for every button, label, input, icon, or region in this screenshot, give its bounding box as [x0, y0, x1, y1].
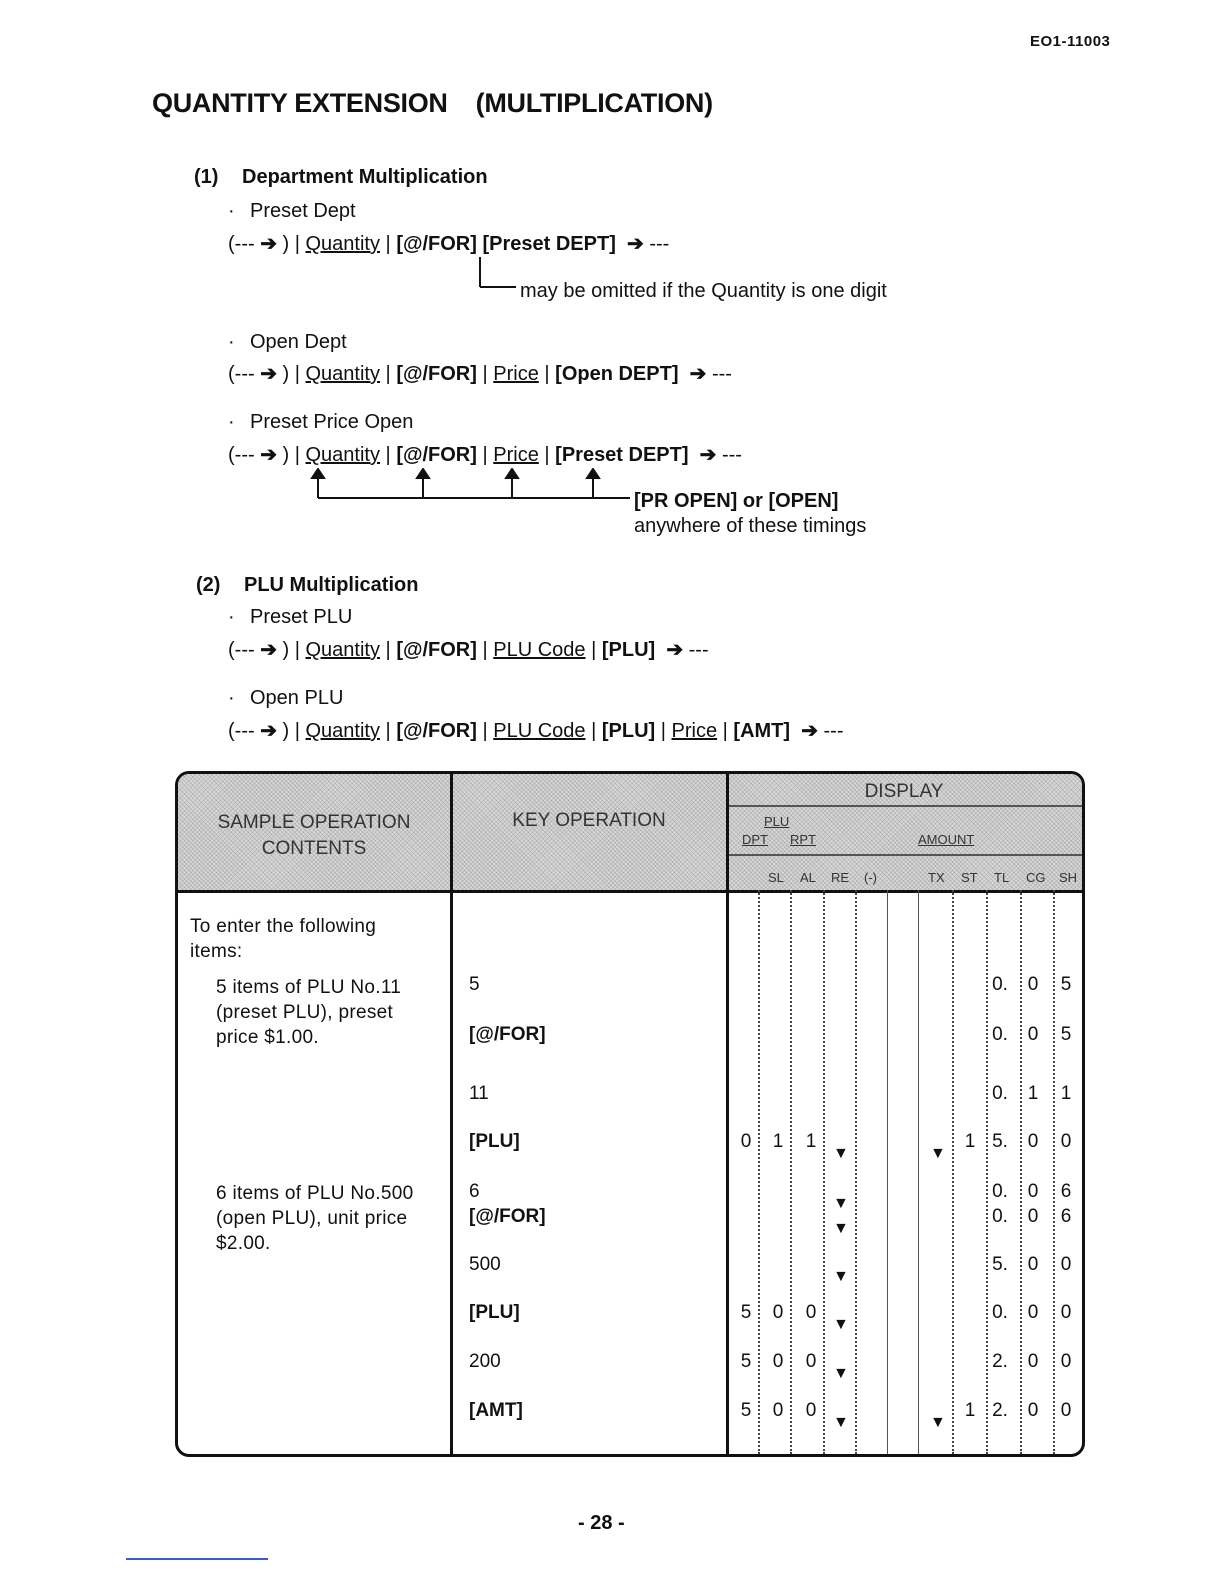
amount-digit: 0 [1027, 974, 1039, 995]
status-marker-icon: ▼ [930, 1414, 946, 1431]
amount-digit: 5. [992, 1131, 1008, 1152]
open-plu-sequence: (--- ➔ ) | Quantity | [@/FOR] | PLU Code | [PLU] | Price | [AMT] ➔ --- [228, 720, 844, 742]
sample-operation-table [175, 771, 1085, 1457]
key-operation-cell: 5 [469, 974, 480, 995]
preset-dept-sequence: (--- ➔ ) | Quantity | [@/FOR] [Preset DEPT] ➔ --- [228, 233, 670, 255]
preset-plu-sequence: (--- ➔ ) | Quantity | [@/FOR] | PLU Code | [PLU] ➔ --- [228, 639, 709, 661]
page-number: - 28 - [578, 1512, 625, 1534]
plu-digit: 0 [805, 1400, 817, 1421]
status-marker-icon: ▼ [833, 1195, 849, 1212]
plu-digit: 0 [805, 1302, 817, 1323]
arrow-icon: ➔ [260, 363, 277, 385]
status-marker-icon: ▼ [833, 1268, 849, 1285]
title-paren: (MULTIPLICATION) [475, 88, 713, 118]
amount-digit: 0. [992, 1302, 1008, 1323]
key-operation-cell: [@/FOR] [469, 1206, 546, 1227]
amount-digit: 2. [992, 1351, 1008, 1372]
display-column-guide [758, 890, 760, 1454]
arrow-icon: ➔ [260, 233, 277, 255]
amount-digit: 6 [1060, 1181, 1072, 1202]
arrow-icon: ➔ [699, 444, 717, 466]
key-operation-cell: 11 [469, 1083, 489, 1104]
status-marker-icon: ▼ [833, 1365, 849, 1382]
amount-digit: 0 [1027, 1206, 1039, 1227]
amount-digit: 0 [1060, 1254, 1072, 1275]
plu-digit: 0 [772, 1351, 784, 1372]
status-marker-icon: ▼ [930, 1145, 946, 1162]
open-plu-label: · Open PLU [228, 687, 344, 709]
status-marker-icon: ▼ [833, 1145, 849, 1162]
preset-plu-label: · Preset PLU [228, 606, 353, 628]
preset-price-open-sequence: (--- ➔ ) | Quantity | [@/FOR] | Price | [Preset DEPT] ➔ --- [228, 444, 742, 466]
status-marker-icon: ▼ [833, 1220, 849, 1237]
pr-open-note: [PR OPEN] or [OPEN] [634, 490, 839, 512]
column-divider [450, 774, 453, 1454]
amount-digit: 0 [1027, 1400, 1039, 1421]
header-display: DISPLAY PLU DPT RPT AMOUNT SL AL RE (-) TX ST TL CG SH [726, 774, 1082, 890]
key-operation-cell: [@/FOR] [469, 1024, 546, 1045]
amount-digit: 0 [1027, 1302, 1039, 1323]
title-main: QUANTITY EXTENSION [152, 88, 448, 118]
amount-digit: 0 [1027, 1181, 1039, 1202]
section-2-heading: (2) PLU Multiplication [196, 574, 419, 596]
amount-digit: 5 [1060, 1024, 1072, 1045]
display-column-guide [855, 890, 857, 1454]
plu-digit: 5 [740, 1400, 752, 1421]
arrow-icon: ➔ [260, 444, 277, 466]
repeat-count: 1 [964, 1400, 976, 1421]
open-dept-label: · Open Dept [228, 331, 347, 353]
plu-digit: 5 [740, 1302, 752, 1323]
plu-digit: 0 [805, 1351, 817, 1372]
amount-digit: 0 [1060, 1302, 1072, 1323]
amount-digit: 0 [1027, 1131, 1039, 1152]
column-divider [726, 774, 729, 1454]
display-column-guide [887, 890, 888, 1454]
amount-digit: 1 [1027, 1083, 1039, 1104]
display-column-guide [1053, 890, 1055, 1454]
amount-digit: 1 [1060, 1083, 1072, 1104]
amount-digit: 2. [992, 1400, 1008, 1421]
key-operation-cell: 6 [469, 1181, 480, 1202]
open-dept-sequence: (--- ➔ ) | Quantity | [@/FOR] | Price | [Open DEPT] ➔ --- [228, 363, 732, 385]
amount-digit: 0 [1060, 1351, 1072, 1372]
amount-digit: 0. [992, 1181, 1008, 1202]
plu-digit: 1 [772, 1131, 784, 1152]
display-column-guide [1020, 890, 1022, 1454]
display-column-guide [823, 890, 825, 1454]
amount-digit: 0 [1027, 1351, 1039, 1372]
arrow-icon: ➔ [260, 720, 277, 742]
plu-digit: 0 [740, 1131, 752, 1152]
header-key-operation: KEY OPERATION [512, 810, 666, 831]
amount-digit: 0 [1027, 1254, 1039, 1275]
arrow-icon: ➔ [801, 720, 818, 742]
amount-digit: 5 [1060, 974, 1072, 995]
key-operation-cell: 200 [469, 1351, 501, 1372]
document-id: EO1-11003 [1030, 33, 1111, 50]
page-title [152, 88, 713, 119]
timing-note: anywhere of these timings [634, 515, 867, 537]
plu-digit: 0 [772, 1400, 784, 1421]
display-column-guide [918, 890, 919, 1454]
amount-digit: 0. [992, 1206, 1008, 1227]
amount-digit: 5. [992, 1254, 1008, 1275]
amount-digit: 0. [992, 974, 1008, 995]
amount-digit: 0 [1027, 1024, 1039, 1045]
amount-digit: 0. [992, 1024, 1008, 1045]
key-operation-cell: [AMT] [469, 1400, 523, 1421]
header-sample-operation: SAMPLE OPERATION CONTENTS [217, 812, 411, 859]
footer-rule [126, 1558, 268, 1560]
omit-note: may be omitted if the Quantity is one digit [520, 280, 887, 302]
display-column-guide [952, 890, 954, 1454]
amount-digit: 6 [1060, 1206, 1072, 1227]
key-operation-cell: [PLU] [469, 1131, 520, 1152]
omit-bracket-icon [470, 255, 520, 295]
plu-digit: 1 [805, 1131, 817, 1152]
plu-digit: 5 [740, 1351, 752, 1372]
display-column-guide [986, 890, 988, 1454]
amount-digit: 0 [1060, 1400, 1072, 1421]
preset-dept-label: · Preset Dept [228, 200, 356, 222]
preset-price-open-label: · Preset Price Open [228, 411, 414, 433]
plu-digit: 0 [772, 1302, 784, 1323]
status-marker-icon: ▼ [833, 1414, 849, 1431]
arrow-icon: ➔ [689, 363, 707, 385]
section-1-heading: (1) Department Multiplication [194, 166, 488, 188]
amount-digit: 0. [992, 1083, 1008, 1104]
sample-item-b: 6 items of PLU No.500 (open PLU), unit price $2.00. [216, 1183, 414, 1254]
amount-digit: 0 [1060, 1131, 1072, 1152]
sample-intro: To enter the following items: [190, 916, 377, 962]
arrow-icon: ➔ [626, 233, 644, 255]
arrow-icon: ➔ [666, 639, 684, 661]
repeat-count: 1 [964, 1131, 976, 1152]
status-marker-icon: ▼ [833, 1316, 849, 1333]
key-operation-cell: [PLU] [469, 1302, 520, 1323]
sample-item-a: 5 items of PLU No.11 (preset PLU), preset price $1.00. [216, 977, 402, 1048]
key-operation-cell: 500 [469, 1254, 501, 1275]
timing-arrows-icon [300, 468, 640, 508]
arrow-icon: ➔ [260, 639, 277, 661]
display-column-guide [790, 890, 792, 1454]
